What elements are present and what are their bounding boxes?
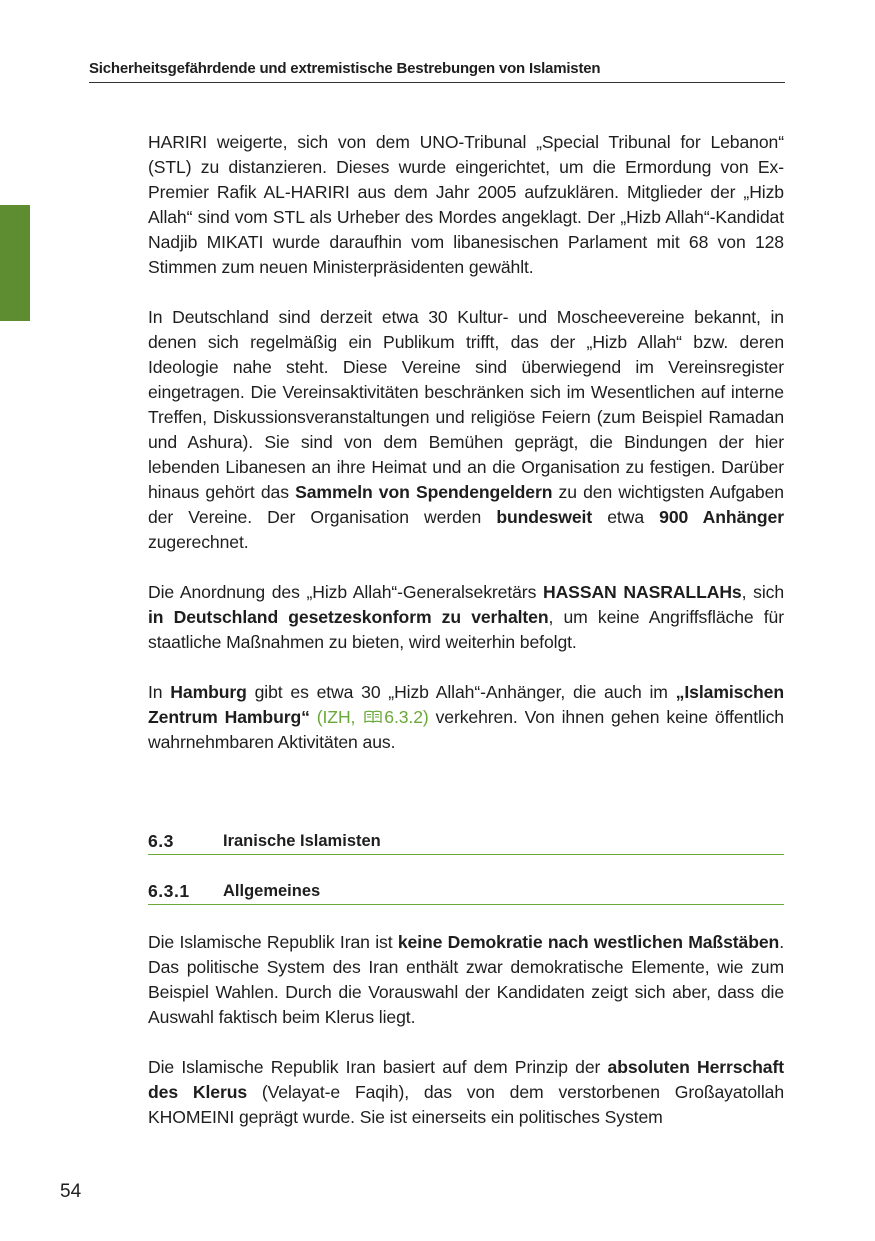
p4-bold-hamburg: Hamburg bbox=[170, 682, 247, 702]
p3-text-c: , sich bbox=[741, 582, 785, 602]
text-block-top bbox=[148, 130, 784, 780]
section-title: Iranische Islamisten bbox=[223, 832, 381, 850]
paragraph-6 bbox=[148, 1055, 784, 1130]
p2-bold-anhaenger: 900 Anhänger bbox=[659, 507, 784, 527]
p2-bold-bundesweit: bundesweit bbox=[496, 507, 593, 527]
p2-text-a: In Deutschland sind derzeit etwa 30 Kultur- und Moscheevereine bekannt, in denen sich regelmäßig ein Publikum trifft, das der „Hizb Allah“ bzw. deren Ideologie nahe steht. Diese Vereine sind überwiegend im Vereinsregister eingetragen. Die Vereinsaktivitäten beschränken sich im Wesentlichen auf interne Treffen, Diskussionsveranstaltungen und religiöse Feiern (zum Beispiel Ramadan und Ashura). Sie sind von dem Bemühen geprägt, die Bindungen der hier lebenden Libanesen an ihre Heimat und an die Organisation zu festigen. Darüber hinaus gehört das bbox=[148, 307, 784, 502]
p3-text-d: , um keine Angriffsfläche für staatliche Maßnahmen zu bieten, wird weiterhin befolgt. bbox=[148, 607, 784, 652]
p2-text-e: zugerechnet. bbox=[148, 532, 249, 552]
paragraph-3 bbox=[148, 580, 784, 655]
subsection-rule bbox=[148, 904, 784, 905]
p4-text-d: verkehren. Von ihnen gehen keine öffentlich wahrnehmbaren Aktivitäten aus. bbox=[148, 707, 784, 752]
p2-text-d: etwa bbox=[592, 507, 660, 527]
subsection-title: Allgemeines bbox=[223, 882, 321, 900]
header-rule bbox=[89, 82, 785, 83]
paragraph-2 bbox=[148, 305, 784, 555]
p4-text-a: In bbox=[148, 682, 171, 702]
section-heading-6-3 bbox=[148, 831, 784, 856]
chapter-tab-marker bbox=[0, 205, 30, 321]
p3-bold-gesetzeskonform: in Deutschland gesetzeskonform zu verhalten bbox=[148, 607, 549, 627]
paragraph-1: HARIRI weigerte, sich von dem UNO-Tribunal „Special Tribunal for Lebanon“ (STL) zu distanzieren. Dieses wurde eingerichtet, um die Ermordung von Ex-Premier Rafik AL-HARIRI aus dem Jahr 2005 aufzuklären. Mitglieder der „Hizb Allah“ sind vom STL als Urheber des Mordes angeklagt. Der „Hizb Allah“-Kandidat Nadjib MIKATI wurde daraufhin vom libanesischen Parlament mit 68 von 128 Stimmen zum neuen Ministerpräsidenten gewählt. bbox=[148, 132, 784, 277]
p6-bold-herrschaft: absoluten Herrschaft des Klerus bbox=[148, 1057, 785, 1102]
subsection-number: 6.3.1 bbox=[148, 881, 190, 901]
p5-text-a: Die Islamische Republik Iran ist bbox=[148, 932, 398, 952]
p6-text-a: Die Islamische Republik Iran basiert auf dem Prinzip der bbox=[148, 1057, 608, 1077]
paragraph-5 bbox=[148, 930, 784, 1030]
section-heading-6-3-1 bbox=[148, 881, 784, 906]
p4-text-c: gibt es etwa 30 „Hizb Allah“-Anhänger, die auch im bbox=[246, 682, 676, 702]
ref-target: 6.3.2) bbox=[384, 707, 429, 727]
p2-text-c: zu den wichtigsten Aufgaben der Vereine. Der Organisation werden bbox=[148, 482, 784, 527]
paragraph-4 bbox=[148, 680, 784, 755]
book-icon bbox=[364, 710, 382, 724]
p3-text-a: Die Anordnung des „Hizb Allah“-Generalsekretärs bbox=[148, 582, 543, 602]
p5-bold-keine-demokratie: keine Demokratie nach westlichen Maßstäben bbox=[397, 932, 780, 952]
text-block-bottom bbox=[148, 930, 784, 1155]
p5-text-c: . Das politische System des Iran enthält zwar demokratische Elemente, wie zum Beispiel Wahlen. Durch die Vorauswahl der Kandidaten zeigt sich aber, dass die Auswahl faktisch beim Klerus liegt. bbox=[148, 932, 784, 1027]
cross-reference-link[interactable] bbox=[310, 707, 429, 727]
p6-text-c: (Velayat-e Faqih), das von dem verstorbenen Großayatollah KHOMEINI geprägt wurde. Sie ist einerseits ein politisches System bbox=[148, 1082, 784, 1127]
p3-bold-nasrallah: HASSAN NASRALLAHs bbox=[542, 582, 742, 602]
page-number: 54 bbox=[60, 1181, 82, 1202]
section-rule bbox=[148, 854, 784, 855]
running-header-title: Sicherheitsgefährdende und extremistische Bestrebungen von Islamisten bbox=[89, 60, 601, 77]
ref-prefix: (IZH, bbox=[309, 707, 363, 727]
section-number: 6.3 bbox=[148, 831, 174, 851]
p2-bold-spendengelder: Sammeln von Spendengeldern bbox=[295, 482, 553, 502]
p4-bold-izh: „Islamischen Zentrum Hamburg“ bbox=[148, 682, 784, 727]
